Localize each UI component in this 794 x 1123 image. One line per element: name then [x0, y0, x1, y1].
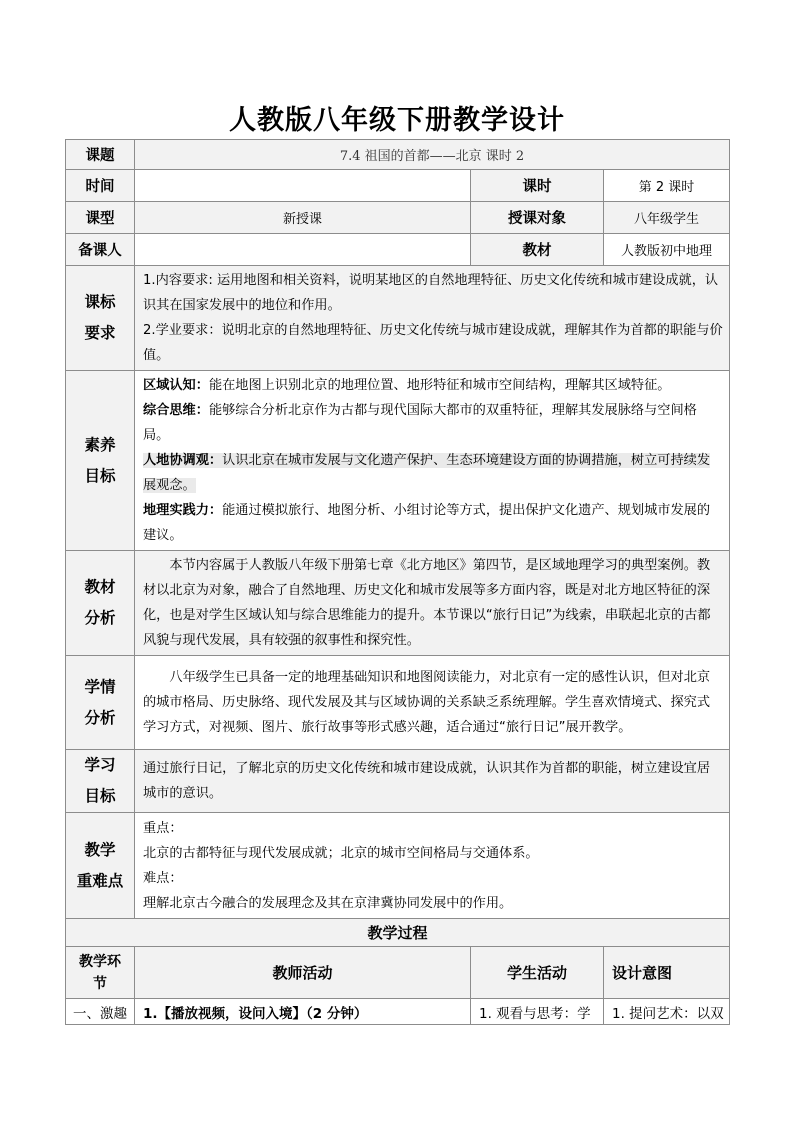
row-preparer: [66, 234, 730, 266]
literacy-item: [143, 448, 723, 498]
process-col-stage: [66, 947, 135, 999]
process-title: 教学过程: [66, 919, 730, 947]
process-col-teacher: 教师活动: [135, 947, 471, 999]
literacy-label-line2: 目标: [84, 466, 116, 485]
textbook-value: 人教版初中地理: [604, 234, 730, 266]
row-time: [66, 170, 730, 202]
process-col-stage-line1: 教学环: [79, 953, 121, 970]
objectives-label-line2: 目标: [84, 787, 116, 805]
process-stage-cell: 一、激趣: [66, 999, 135, 1025]
row-process-1: [66, 999, 730, 1025]
row-objectives: [66, 750, 730, 813]
lesson-label: 课时: [471, 170, 604, 202]
row-standards: [66, 266, 730, 371]
preparer-value: [135, 234, 471, 266]
literacy-label-line1: 素养: [84, 435, 116, 454]
row-process-header: [66, 947, 730, 999]
row-textbook-analysis: [66, 551, 730, 656]
audience-label: 授课对象: [471, 202, 604, 234]
literacy-item: [143, 398, 723, 448]
objectives-label-line1: 学习: [84, 756, 116, 774]
topic-value: 7.4 祖国的首都——北京 课时 2: [135, 140, 730, 170]
time-label: 时间: [66, 170, 135, 202]
standards-label: [66, 266, 135, 371]
literacy-item-name: 人地协调观：: [143, 453, 223, 468]
topic-label: 课题: [66, 140, 135, 170]
key-points-label: [66, 813, 135, 919]
row-topic: [66, 140, 730, 170]
literacy-item-name: 综合思维：: [143, 403, 209, 418]
lesson-plan-table: [65, 139, 730, 1025]
objectives-label: [66, 750, 135, 813]
key-points-title: 重点：: [143, 820, 183, 836]
process-col-student: 学生活动: [471, 947, 604, 999]
textbook-analysis-text: 本节内容属于人教版八年级下册第七章《北方地区》第四节，是区域地理学习的典型案例。教材以北京为对象，融合了自然地理、历史文化和城市发展等多方面内容，既是对北方地区特征的深化，也是对学生区域认知与综合思维能力的提升。本节课以“旅行日记”为线索，串联起北京的古都风貌与现代发展，具有较强的叙事性和探究性。: [135, 551, 730, 656]
student-analysis-label-line2: 分析: [84, 708, 116, 727]
key-points-label-line1: 教学: [84, 840, 116, 859]
process-student-cell: 1. 观看与思考：学: [471, 999, 604, 1025]
standards-line-1: 1.内容要求: 运用地图和相关资料，说明某地区的自然地理特征、历史文化传统和城市建设成就，认识其在国家发展中的地位和作用。: [143, 273, 719, 313]
time-value: [135, 170, 471, 202]
student-analysis-text: 八年级学生已具备一定的地理基础知识和地图阅读能力，对北京有一定的感性认识，但对北京的城市格局、历史脉络、现代发展及其与区域协调的关系缺乏系统理解。学生喜欢情境式、探究式学习方式，对视频、图片、旅行故事等形式感兴趣，适合通过“旅行日记”展开教学。: [135, 656, 730, 750]
student-analysis-label-line1: 学情: [84, 677, 116, 696]
student-analysis-label: [66, 656, 135, 750]
type-label: 课型: [66, 202, 135, 234]
standards-label-line2: 要求: [84, 324, 116, 342]
row-type: [66, 202, 730, 234]
textbook-label: 教材: [471, 234, 604, 266]
difficult-points-text: 理解北京古今融合的发展理念及其在京津冀协同发展中的作用。: [143, 895, 513, 911]
literacy-label: [66, 371, 135, 551]
key-points-label-line2: 重难点: [76, 871, 124, 890]
objectives-text: 通过旅行日记，了解北京的历史文化传统和城市建设成就，认识其作为首都的职能，树立建设宜居城市的意识。: [135, 750, 730, 813]
textbook-analysis-label: [66, 551, 135, 656]
process-teacher-cell: 1.【播放视频，设问入境】（2 分钟）: [135, 999, 471, 1025]
type-value: 新授课: [135, 202, 471, 234]
preparer-label: 备课人: [66, 234, 135, 266]
literacy-item-text: 能够综合分析北京作为古都与现代国际大都市的双重特征，理解其发展脉络与空间格局。: [143, 403, 697, 443]
literacy-item-text: 能在地图上识别北京的地理位置、地形特征和城市空间结构，理解其区域特征。: [208, 378, 671, 393]
process-col-intent: 设计意图: [604, 947, 730, 999]
row-student-analysis: [66, 656, 730, 750]
standards-label-line1: 课标: [84, 293, 116, 311]
textbook-analysis-label-line2: 分析: [84, 609, 116, 627]
difficult-points-title: 难点：: [143, 870, 183, 886]
literacy-item: [143, 373, 723, 398]
lesson-value: 第 2 课时: [604, 170, 730, 202]
literacy-item-text: 能通过模拟旅行、地图分析、小组讨论等方式，提出保护文化遗产、规划城市发展的建议。: [143, 503, 711, 543]
process-col-stage-line2: 节: [93, 975, 107, 992]
key-points-content: [135, 813, 730, 919]
standards-line-2: 2.学业要求：说明北京的自然地理特征、历史文化传统与城市建设成就，理解其作为首都的职能与价值。: [143, 323, 723, 363]
standards-content: [135, 266, 730, 371]
row-literacy: [66, 371, 730, 551]
textbook-analysis-label-line1: 教材: [84, 578, 116, 596]
key-points-text: 北京的古都特征与现代发展成就；北京的城市空间格局与交通体系。: [143, 845, 539, 861]
audience-value: 八年级学生: [604, 202, 730, 234]
literacy-item: [143, 498, 723, 548]
process-intent-cell: 1. 提问艺术：以双: [604, 999, 730, 1025]
literacy-item-name: 区域认知：: [143, 378, 209, 393]
literacy-item-text: 认识北京在城市发展与文化遗产保护、生态环境建设方面的协调措施，树立可持续发展观念。: [143, 453, 711, 493]
literacy-content: [135, 371, 730, 551]
document-title: 人教版八年级下册教学设计: [229, 105, 565, 136]
row-key-points: [66, 813, 730, 919]
row-process-title: [66, 919, 730, 947]
literacy-item-name: 地理实践力：: [143, 503, 223, 518]
